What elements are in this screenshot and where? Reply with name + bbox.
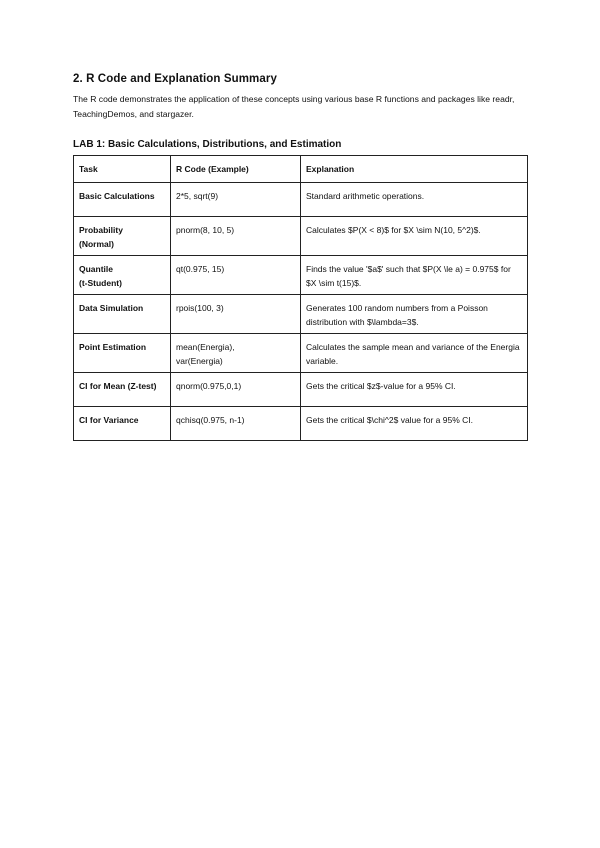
header-explanation: Explanation [301, 156, 528, 183]
table-row [74, 334, 528, 373]
lab-heading: LAB 1: Basic Calculations, Distributions, and Estimation [73, 139, 342, 150]
table-row [74, 373, 528, 407]
intro-paragraph: The R code demonstrates the application of these concepts using various base R functions and packages like readr, TeachingDemos, and stargazer. [73, 94, 515, 119]
table-row [74, 407, 528, 441]
section-heading: 2. R Code and Explanation Summary [73, 73, 277, 85]
code-cell: rpois(100, 3) [171, 295, 301, 334]
task-cell: Quantile (t-Student) [74, 256, 171, 295]
r-code-summary-table [73, 155, 528, 441]
explanation-cell: Calculates the sample mean and variance of the Energia variable. [301, 334, 528, 373]
task-cell: CI for Variance [74, 407, 171, 441]
table-row [74, 295, 528, 334]
explanation-cell: Finds the value '$a$' such that $P(X \le a) = 0.975$ for $X \sim t(15)$. [301, 256, 528, 295]
explanation-cell: Standard arithmetic operations. [301, 183, 528, 217]
task-cell: Probability (Normal) [74, 217, 171, 256]
code-cell: qnorm(0.975,0,1) [171, 373, 301, 407]
table-header-row [74, 156, 528, 183]
header-task: Task [74, 156, 171, 183]
task-cell: Point Estimation [74, 334, 171, 373]
header-r-code: R Code (Example) [171, 156, 301, 183]
code-cell: mean(Energia), var(Energia) [171, 334, 301, 373]
task-cell: CI for Mean (Z-test) [74, 373, 171, 407]
explanation-cell: Gets the critical $\chi^2$ value for a 95% CI. [301, 407, 528, 441]
table-row [74, 183, 528, 217]
explanation-cell: Calculates $P(X < 8)$ for $X \sim N(10, 5^2)$. [301, 217, 528, 256]
table-row [74, 217, 528, 256]
code-cell: 2*5, sqrt(9) [171, 183, 301, 217]
explanation-cell: Generates 100 random numbers from a Poisson distribution with $\lambda=3$. [301, 295, 528, 334]
task-cell: Data Simulation [74, 295, 171, 334]
explanation-cell: Gets the critical $z$-value for a 95% CI. [301, 373, 528, 407]
code-cell: pnorm(8, 10, 5) [171, 217, 301, 256]
table-row [74, 256, 528, 295]
code-cell: qchisq(0.975, n-1) [171, 407, 301, 441]
code-cell: qt(0.975, 15) [171, 256, 301, 295]
task-cell: Basic Calculations [74, 183, 171, 217]
